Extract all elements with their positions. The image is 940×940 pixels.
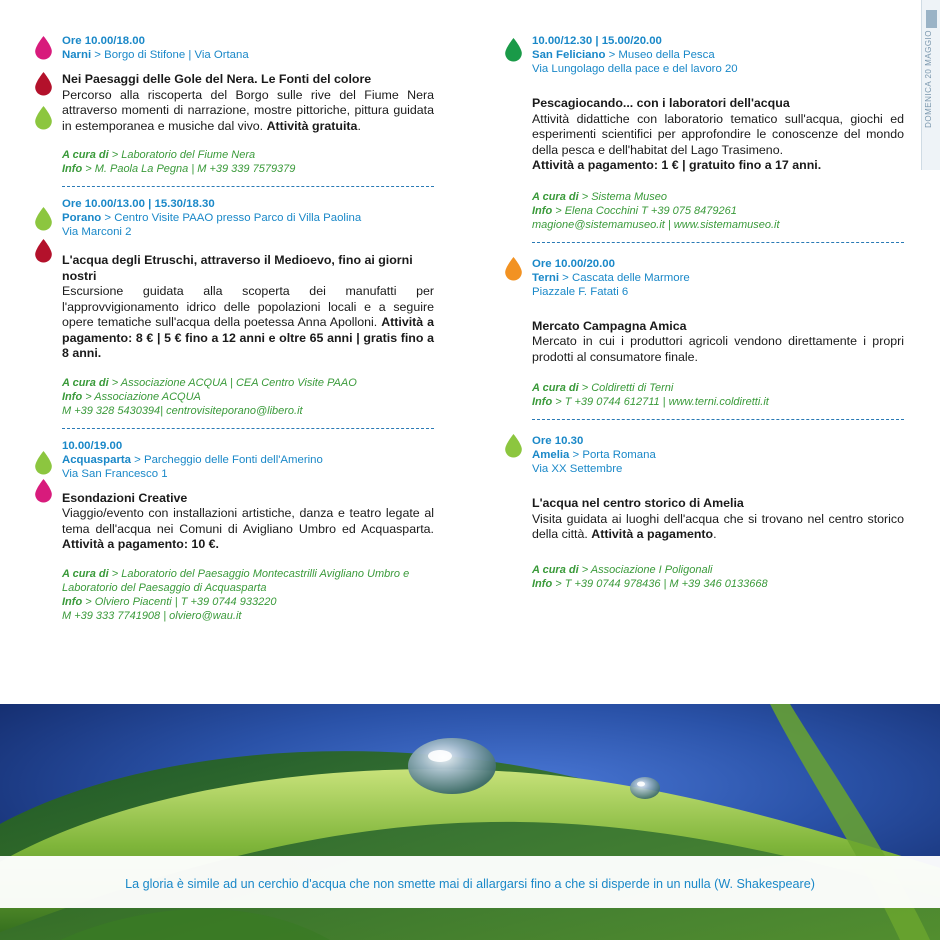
event-address: Via XX Settembre — [532, 463, 623, 475]
credit-line: M +39 333 7741908 | olviero@wau.it — [62, 609, 242, 622]
event-place: Narni > Borgo di Stifone | Via Ortana — [62, 49, 249, 61]
orange-drop-icon — [504, 257, 523, 281]
event-description: Visita guidata ai luoghi dell'acqua che si trovano nel centro storico della città. Attività a pagamento. — [532, 511, 904, 541]
credit-line: A cura di > Laboratorio del Fiume Nera — [62, 149, 256, 161]
credit-line: Info > M. Paola La Pegna | M +39 339 7579379 — [62, 163, 296, 175]
event-credits — [532, 563, 904, 591]
credit-line: magione@sistemamuseo.it | www.sistemamuseo.it — [532, 218, 780, 231]
event-address: Piazzale F. Fatati 6 — [532, 285, 629, 298]
green-drop-icon — [504, 434, 523, 458]
event-description: Percorso alla riscoperta del Borgo sulle rive del Fiume Nera attraverso momenti di narrazione, mostre pittoriche, pittura guidata in estemporanea e musiche dal vivo. Attività gratuita. — [62, 87, 434, 133]
side-tab-label: DOMENICA 20 MAGGIO — [924, 30, 933, 128]
side-date-tab — [921, 0, 940, 170]
event-title: Pescagiocando... con i laboratori dell'acqua — [532, 96, 790, 110]
event-credits — [62, 567, 434, 623]
event-terni — [532, 243, 904, 420]
event-time: Ore 10.00/18.00 — [62, 35, 145, 47]
left-column — [62, 34, 434, 623]
event-description: Escursione guidata alla scoperta dei manufatti per l'approvvigionamento idrico delle popolazioni locali e a seguire opere tematiche sull'acqua della poetessa Anna Apolloni. Attività a pagamento: 8 € | 5 € fino a 12 anni e oltre 65 anni | gratis fino a 8 anni. — [62, 284, 434, 360]
event-description: Mercato in cui i produttori agricoli vendono direttamente i propri prodotti al consumatore finale. — [532, 334, 904, 364]
event-title: L'acqua nel centro storico di Amelia — [532, 496, 744, 510]
red-drop-icon — [34, 72, 53, 96]
credit-line: Info > T +39 0744 978436 | M +39 346 0133668 — [532, 577, 768, 590]
credit-line: A cura di > Associazione I Poligonali — [532, 563, 713, 576]
shakespeare-quote: La gloria è simile ad un cerchio d'acqua che non smette mai di allargarsi fino a che si disperde in un nulla (W. Shakespeare) — [125, 877, 815, 891]
credit-line: A cura di > Associazione ACQUA | CEA Centro Visite PAAO — [62, 376, 357, 389]
green-drop-icon — [34, 207, 53, 231]
event-porano — [62, 187, 434, 428]
event-place: San Feliciano > Museo della Pesca — [532, 49, 715, 61]
event-place: Acquasparta > Parcheggio delle Fonti dell'Amerino — [62, 453, 323, 466]
red-drop-icon — [34, 239, 53, 263]
event-san-feliciano — [532, 34, 904, 242]
right-column — [532, 34, 904, 591]
event-title: Mercato Campagna Amica — [532, 318, 687, 333]
event-narni — [62, 34, 434, 186]
event-time: 10.00/12.30 | 15.00/20.00 — [532, 35, 662, 47]
event-title: L'acqua degli Etruschi, attraverso il Medioevo, fino ai giorni nostri — [62, 253, 413, 283]
credit-line: M +39 328 5430394| centrovisiteporano@libero.it — [62, 404, 303, 417]
event-title: Nei Paesaggi delle Gole del Nera. Le Fonti del colore — [62, 72, 372, 86]
event-place: Amelia > Porta Romana — [532, 449, 656, 461]
event-address: Via Lungolago della pace e del lavoro 20 — [532, 63, 738, 75]
event-address: Via Marconi 2 — [62, 226, 132, 238]
event-amelia — [532, 420, 904, 591]
event-acquasparta — [62, 429, 434, 623]
event-time: Ore 10.00/13.00 | 15.30/18.30 — [62, 198, 215, 210]
event-time: Ore 10.30 — [532, 435, 584, 447]
event-credits — [62, 148, 434, 176]
credit-line: A cura di > Sistema Museo — [532, 190, 668, 203]
event-description: Attività didattiche con laboratorio tematico sull'acqua, giochi ed esperimenti scientifici per approfondire le conoscenze del mondo della pesca e dell'habitat del Lago Trasimeno. Attività a pagamento: 1 € | gratuito fino a 17 anni. — [532, 111, 904, 172]
event-time: Ore 10.00/20.00 — [532, 257, 615, 270]
event-credits — [532, 381, 904, 409]
credit-line: A cura di > Laboratorio del Paesaggio Montecastrilli Avigliano Umbro e Laboratorio del Paesaggio di Acquasparta — [62, 567, 410, 594]
event-address: Via San Francesco 1 — [62, 467, 168, 480]
green-drop-icon — [34, 106, 53, 130]
event-credits — [62, 376, 434, 418]
credit-line: A cura di > Coldiretti di Terni — [532, 382, 674, 394]
side-tab-bar — [926, 10, 937, 28]
credit-line: Info > Olviero Piacenti | T +39 0744 933220 — [62, 595, 277, 608]
credit-line: Info > Elena Cocchini T +39 075 8479261 — [532, 204, 737, 217]
credit-line: Info > T +39 0744 612711 | www.terni.coldiretti.it — [532, 396, 769, 408]
event-description: Viaggio/evento con installazioni artistiche, danza e teatro legate al tema dell'acqua nei Comuni di Avigliano Umbro ed Acquasparta. Attività a pagamento: 10 €. — [62, 506, 434, 551]
event-place: Porano > Centro Visite PAAO presso Parco di Villa Paolina — [62, 212, 362, 224]
event-credits — [532, 190, 904, 232]
event-time: 10.00/19.00 — [62, 439, 123, 452]
credit-line: Info > Associazione ACQUA — [62, 390, 201, 403]
event-place: Terni > Cascata delle Marmore — [532, 271, 690, 284]
dark-green-drop-icon — [504, 38, 523, 62]
magenta-drop-icon — [34, 479, 53, 503]
magenta-drop-icon — [34, 36, 53, 60]
green-drop-icon — [34, 451, 53, 475]
event-title: Esondazioni Creative — [62, 490, 188, 505]
